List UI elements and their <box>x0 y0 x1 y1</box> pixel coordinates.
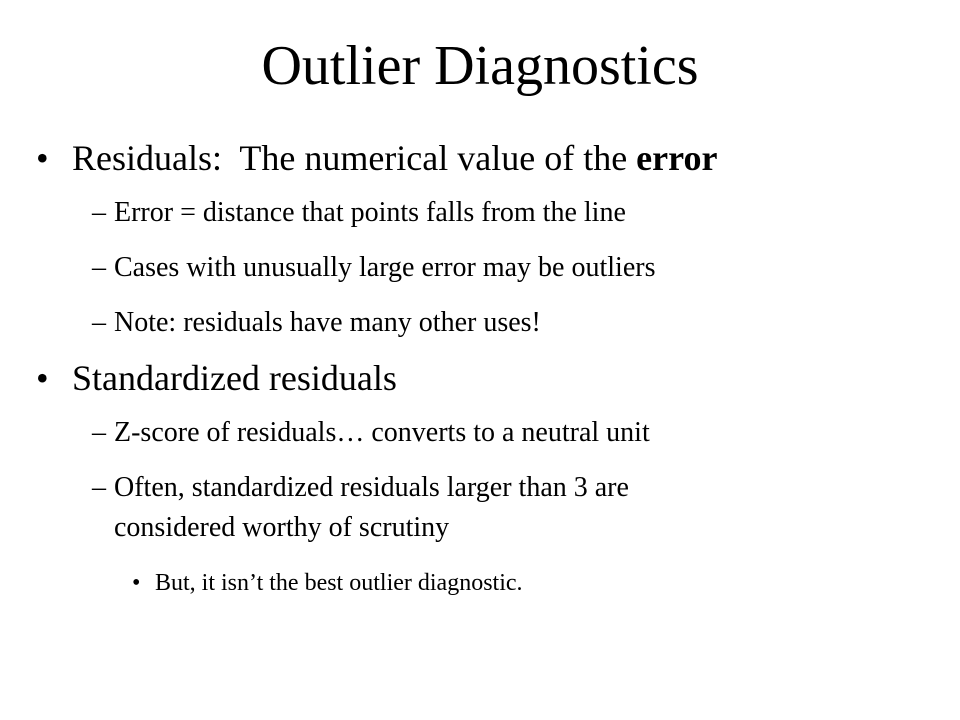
bullet-text: Residuals: The numerical value of the <box>72 138 637 178</box>
bold-term-error: error <box>636 138 718 178</box>
dash-marker: – <box>92 252 106 283</box>
bullet-standardized-residuals: Standardized residuals <box>72 358 397 398</box>
sub-item: Cases with unusually large error may be outliers <box>114 252 656 283</box>
bullet-marker: • <box>132 570 141 596</box>
bullet-marker: • <box>36 358 49 398</box>
dash-marker: – <box>92 417 106 448</box>
sub-item: Often, standardized residuals larger than 3 are <box>114 472 629 503</box>
sub-item: Z-score of residuals… converts to a neutral unit <box>114 417 650 448</box>
sub-item: Note: residuals have many other uses! <box>114 307 541 338</box>
dash-marker: – <box>92 472 106 503</box>
dash-marker: – <box>92 197 106 228</box>
sub-item-continuation: considered worthy of scrutiny <box>114 512 450 543</box>
sub-sub-item: But, it isn’t the best outlier diagnostic. <box>155 570 523 596</box>
slide-title: Outlier Diagnostics <box>261 35 699 97</box>
dash-marker: – <box>92 307 106 338</box>
bullet-marker: • <box>36 138 49 178</box>
sub-item: Error = distance that points falls from the line <box>114 197 626 228</box>
bullet-residuals <box>72 136 717 180</box>
